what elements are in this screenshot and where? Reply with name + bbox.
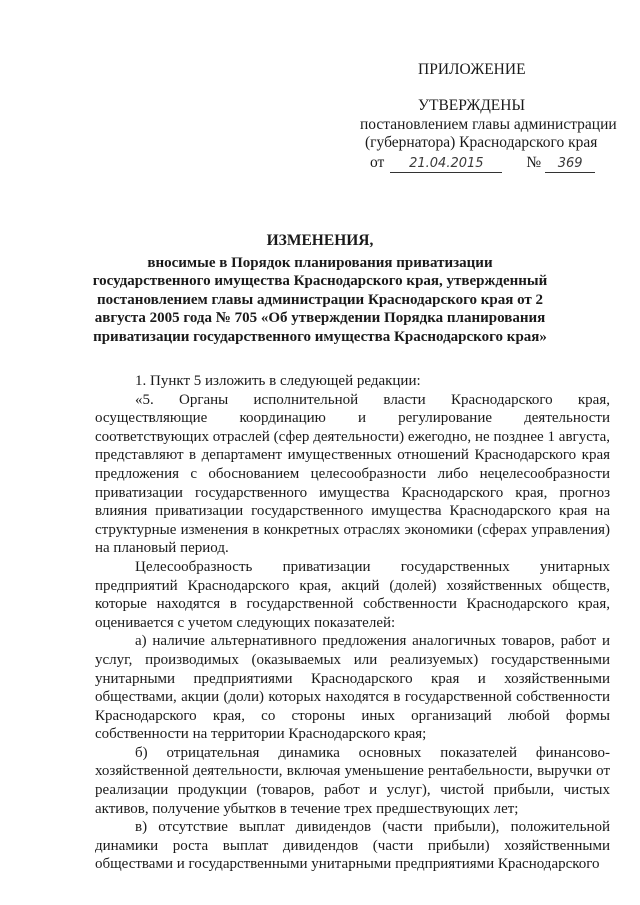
date-prefix: от [370, 154, 385, 171]
paragraph-2: «5. Органы исполнительной власти Краснодарского края, осуществляющие координацию и регулирование деятельности соответствующих отраслей (сфер деятельности) ежегодно, не позднее 1 августа, представляют в департамент имущественных отношений Краснодарского края предложения с обоснованием целесообразности либо нецелесообразности приватизации государственного имущества Краснодарского края, прогноз влияния приватизации государственного имущества Краснодарского края на структурные изменения в конкретных отраслях экономики (сферах управления) на плановый период. [95, 391, 610, 557]
appendix-label: ПРИЛОЖЕНИЕ [418, 61, 526, 78]
paragraph-3: Целесообразность приватизации государственных унитарных предприятий Краснодарского края, акций (долей) хозяйственных обществ, которые находятся в государственной собственности Краснодарского края, оценивается с учетом следующих показателей: [95, 558, 610, 631]
title-subtitle: вносимые в Порядок планирования приватизации государственного имущества Краснодарского края, утвержденный постановлением главы администрации Краснодарского края от 2 августа 2005 года № 705 «Об утверждении Порядка планирования приватизации государственного имущества Краснодарского края» [92, 254, 548, 345]
paragraph-6: в) отсутствие выплат дивидендов (части прибыли), положительной динамики роста выплат дивидендов (части прибыли) хозяйственными обществами и государственными унитарными предприятиями Краснодарского [95, 819, 610, 873]
paragraph-5: б) отрицательная динамика основных показателей финансово-хозяйственной деятельности, включая уменьшение рентабельности, выручки от реализации продукции (товаров, работ и услуг), чистой прибыли, чистых активов, получение убытков в течение трех предшествующих лет; [95, 744, 610, 817]
paragraph-4: а) наличие альтернативного предложения аналогичных товаров, работ и услуг, производимых (оказываемых или реализуемых) государственными унитарными предприятиями Краснодарского края и хозяйственными обществами, акции (доли) которых находятся в государственной собственности Краснодарского края, со стороны иных организаций любой формы собственности на территории Краснодарского края; [95, 633, 610, 743]
approved-by-line1: постановлением главы администрации [360, 116, 617, 133]
paragraph-1: 1. Пункт 5 изложить в следующей редакции: [135, 373, 421, 389]
approved-label: УТВЕРЖДЕНЫ [418, 97, 525, 114]
title-heading: ИЗМЕНЕНИЯ, [266, 232, 374, 249]
approved-by-line2: (губернатора) Краснодарского края [365, 134, 598, 151]
document-title [90, 232, 550, 347]
number-prefix: № [526, 154, 542, 171]
document-body [95, 372, 610, 874]
handwritten-number: 369 [545, 155, 595, 173]
handwritten-date: 21.04.2015 [390, 155, 502, 173]
date-number-line [370, 153, 595, 173]
